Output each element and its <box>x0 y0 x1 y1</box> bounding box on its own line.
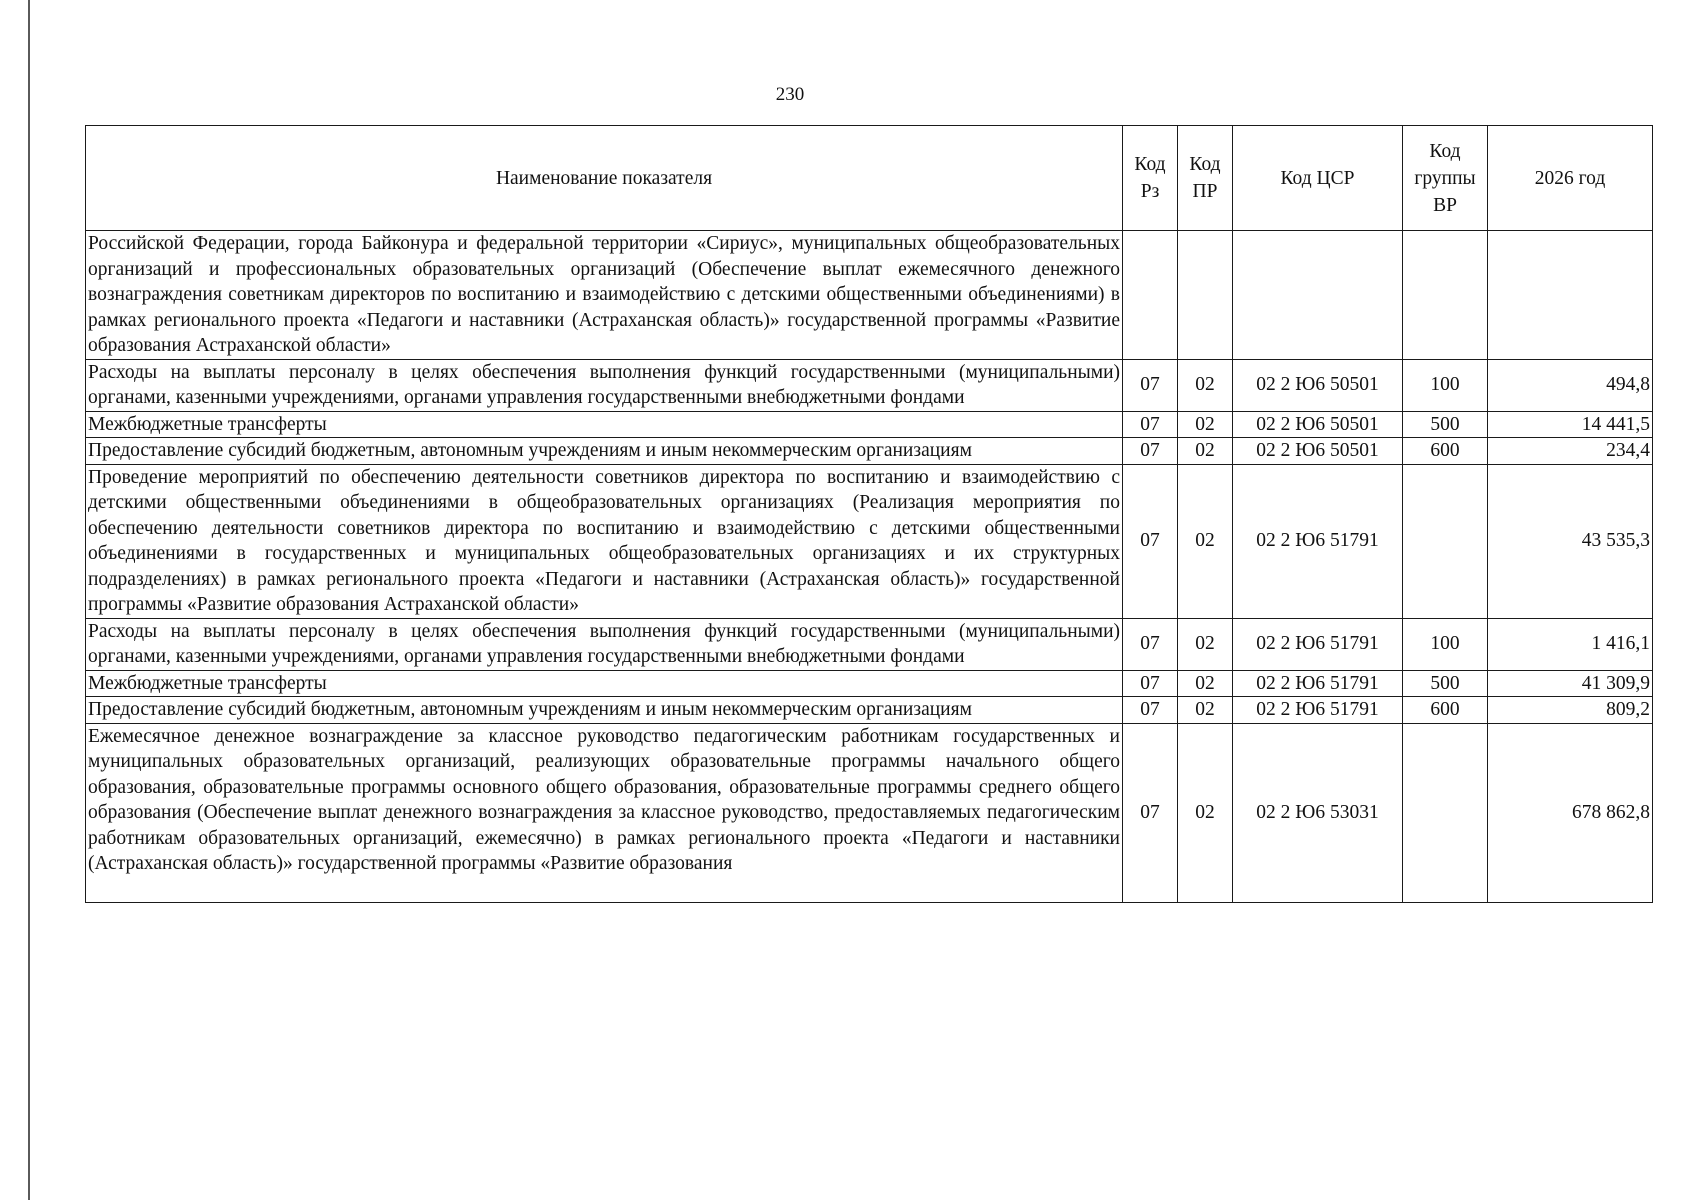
row-pr: 02 <box>1178 697 1233 724</box>
row-sum: 43 535,3 <box>1488 464 1653 618</box>
row-rz <box>1123 231 1178 360</box>
header-vr: Код группы ВР <box>1403 126 1488 231</box>
row-name-cell <box>86 723 1123 902</box>
table-header-row <box>86 126 1653 231</box>
row-pr: 02 <box>1178 411 1233 438</box>
row-csr: 02 2 Ю6 50501 <box>1233 359 1403 411</box>
row-rz: 07 <box>1123 438 1178 465</box>
table-row <box>86 231 1653 360</box>
row-sum: 1 416,1 <box>1488 618 1653 670</box>
row-sum: 678 862,8 <box>1488 723 1653 902</box>
table-row <box>86 618 1653 670</box>
table-row <box>86 359 1653 411</box>
row-name: Межбюджетные трансферты <box>86 670 1123 697</box>
header-rz: Код Рз <box>1123 126 1178 231</box>
row-vr <box>1403 231 1488 360</box>
scan-edge-line <box>28 0 30 1200</box>
row-vr <box>1403 464 1488 618</box>
table-row <box>86 411 1653 438</box>
row-sum: 234,4 <box>1488 438 1653 465</box>
row-name: Проведение мероприятий по обеспечению деятельности советников директора по воспитанию и взаимодействию с детскими общественными объединениями в общеобразовательных организациях (Реализация мероприятия по обеспечению деятельности советников директора по воспитанию и взаимодействию с детскими общественными объединениями в государственных и муниципальных общеобразовательных организациях и их структурных подразделениях) в рамках регионального проекта «Педагоги и наставники (Астраханская область)» государственной программы «Развитие образования Астраханской области» <box>86 464 1123 618</box>
row-sum: 494,8 <box>1488 359 1653 411</box>
row-csr: 02 2 Ю6 51791 <box>1233 697 1403 724</box>
header-sum: 2026 год <box>1488 126 1653 231</box>
row-rz: 07 <box>1123 697 1178 724</box>
row-vr: 600 <box>1403 438 1488 465</box>
row-vr: 500 <box>1403 670 1488 697</box>
table-row <box>86 697 1653 724</box>
row-vr: 600 <box>1403 697 1488 724</box>
row-pr <box>1178 231 1233 360</box>
row-csr: 02 2 Ю6 50501 <box>1233 411 1403 438</box>
row-pr: 02 <box>1178 723 1233 902</box>
row-name: Предоставление субсидий бюджетным, автономным учреждениям и иным некоммерческим организациям <box>86 697 1123 724</box>
header-pr: Код ПР <box>1178 126 1233 231</box>
table-row <box>86 723 1653 902</box>
row-csr: 02 2 Ю6 51791 <box>1233 670 1403 697</box>
row-name: Межбюджетные трансферты <box>86 411 1123 438</box>
row-name: Предоставление субсидий бюджетным, автономным учреждениям и иным некоммерческим организациям <box>86 438 1123 465</box>
table-row <box>86 464 1653 618</box>
row-sum: 809,2 <box>1488 697 1653 724</box>
row-name: Ежемесячное денежное вознаграждение за классное руководство педагогическим работникам государственных и муниципальных образовательных организаций, реализующих образовательные программы начального общего образования, образовательные программы основного общего образования, образовательные программы среднего общего образования (Обеспечение выплат денежного вознаграждения за классное руководство, предоставляемых педагогическим работникам образовательных организаций, ежемесячно) в рамках регионального проекта «Педагоги и наставники (Астраханская область)» государственной программы «Развитие образования <box>88 725 1120 874</box>
row-sum <box>1488 231 1653 360</box>
header-name: Наименование показателя <box>86 126 1123 231</box>
row-pr: 02 <box>1178 670 1233 697</box>
row-rz: 07 <box>1123 670 1178 697</box>
row-rz: 07 <box>1123 411 1178 438</box>
row-vr <box>1403 723 1488 902</box>
row-vr: 100 <box>1403 618 1488 670</box>
row-vr: 100 <box>1403 359 1488 411</box>
row-rz: 07 <box>1123 359 1178 411</box>
row-csr: 02 2 Ю6 53031 <box>1233 723 1403 902</box>
row-pr: 02 <box>1178 359 1233 411</box>
row-sum: 14 441,5 <box>1488 411 1653 438</box>
table-row <box>86 438 1653 465</box>
row-name: Расходы на выплаты персоналу в целях обеспечения выполнения функций государственными (муниципальными) органами, казенными учреждениями, органами управления государственными внебюджетными фондами <box>86 359 1123 411</box>
row-rz: 07 <box>1123 723 1178 902</box>
page-number: 230 <box>775 84 805 105</box>
header-csr: Код ЦСР <box>1233 126 1403 231</box>
row-pr: 02 <box>1178 464 1233 618</box>
row-pr: 02 <box>1178 438 1233 465</box>
row-name: Расходы на выплаты персоналу в целях обеспечения выполнения функций государственными (муниципальными) органами, казенными учреждениями, органами управления государственными внебюджетными фондами <box>86 618 1123 670</box>
row-csr: 02 2 Ю6 51791 <box>1233 464 1403 618</box>
table-row <box>86 670 1653 697</box>
budget-table <box>85 125 1653 903</box>
row-sum: 41 309,9 <box>1488 670 1653 697</box>
row-rz: 07 <box>1123 464 1178 618</box>
row-pr: 02 <box>1178 618 1233 670</box>
row-csr: 02 2 Ю6 51791 <box>1233 618 1403 670</box>
row-vr: 500 <box>1403 411 1488 438</box>
row-name: Российской Федерации, города Байконура и федеральной территории «Сириус», муниципальных общеобразовательных организаций и профессиональных образовательных организаций (Обеспечение выплат ежемесячного денежного вознаграждения советникам директоров по воспитанию и взаимодействию с детскими общественными объединениями) в рамках регионального проекта «Педагоги и наставники (Астраханская область)» государственной программы «Развитие образования Астраханской области» <box>86 231 1123 360</box>
row-rz: 07 <box>1123 618 1178 670</box>
row-csr: 02 2 Ю6 50501 <box>1233 438 1403 465</box>
row-csr <box>1233 231 1403 360</box>
